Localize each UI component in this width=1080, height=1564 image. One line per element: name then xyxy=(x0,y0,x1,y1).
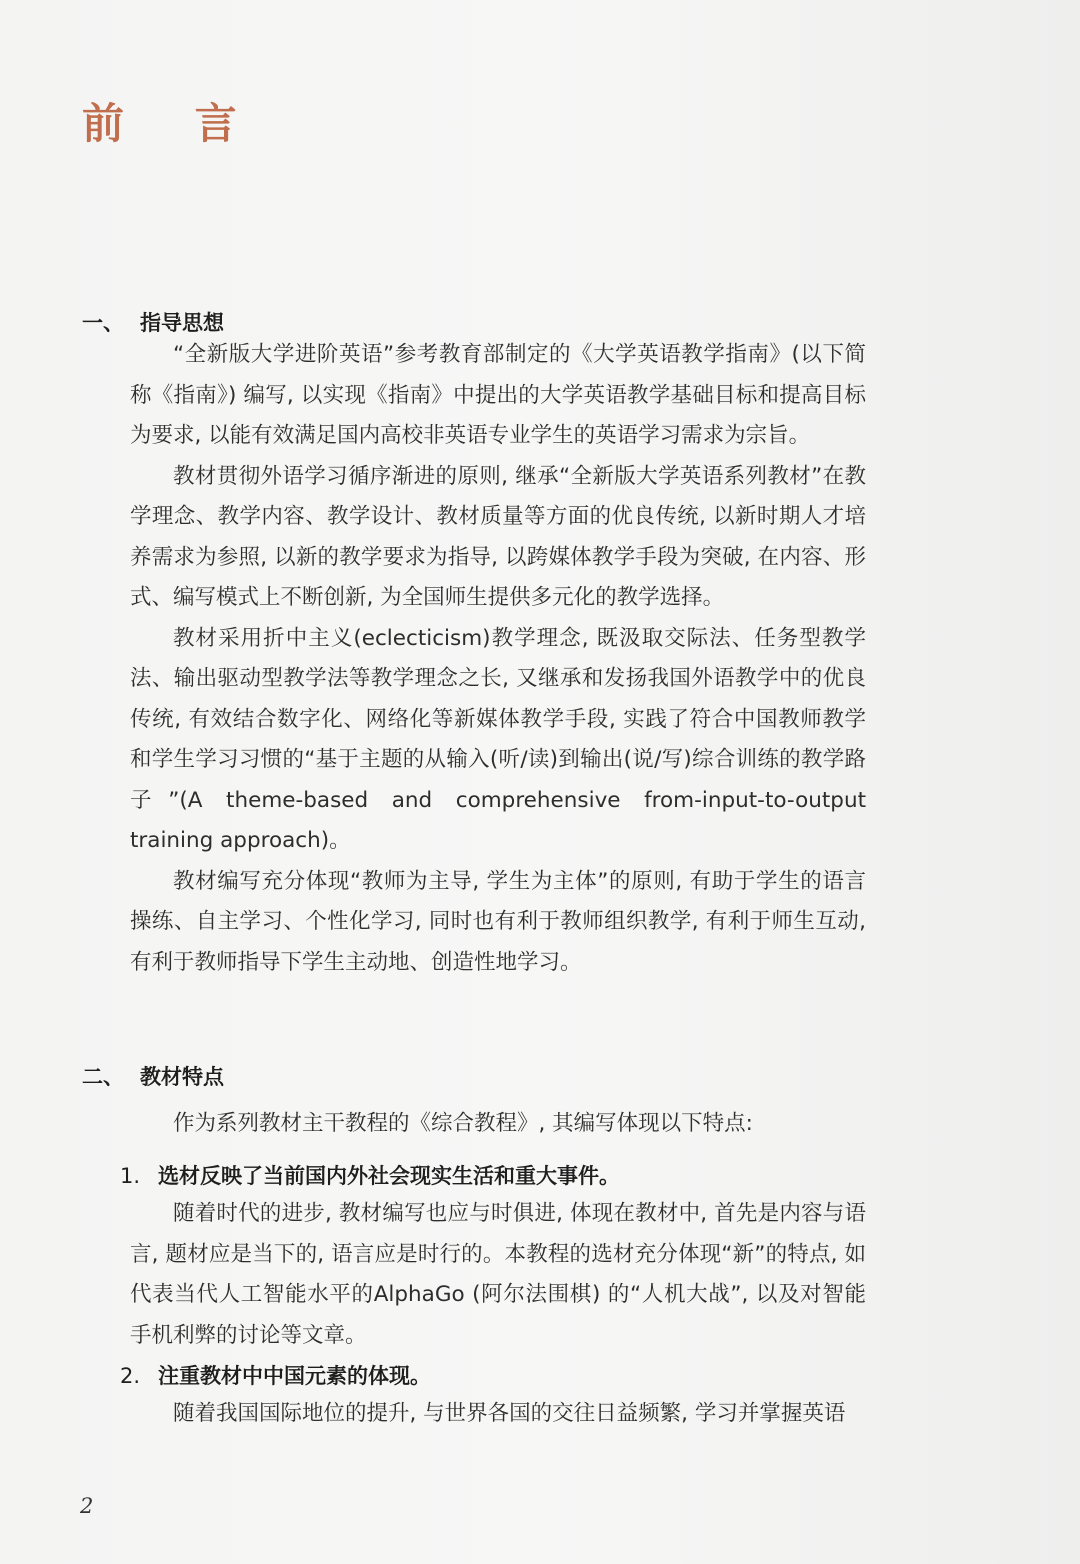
section-number: 二、 xyxy=(82,1065,124,1089)
paragraph: 教材采用折中主义(eclecticism)教学理念, 既汲取交际法、任务型教学法、输出驱动型教学法等教学理念之长, 又继承和发扬我国外语教学中的优良传统, 有效结合数字化、网络化等新媒体教学手段, 实践了符合中国教师教学和学生学习习惯的“基于主题的从输入(听/读)到输出(说/写)综合训练的教学路子”(A theme-based and comprehensive from-input-to-output training approach)。 xyxy=(130,625,866,853)
feature-heading-2 xyxy=(120,1360,431,1392)
page-number: 2 xyxy=(80,1494,94,1518)
page-title: 前 言 xyxy=(82,99,265,148)
feature-1-body xyxy=(130,1194,866,1356)
paragraph: 随着时代的进步, 教材编写也应与时俱进, 体现在教材中, 首先是内容与语言, 题材应是当下的, 语言应是时行的。本教程的选材充分体现“新”的特点, 如代表当代人工智能水平的AlphaGo (阿尔法围棋) 的“人机大战”, 以及对智能手机利弊的讨论等文章。 xyxy=(130,1201,866,1348)
section-heading-textbook-features xyxy=(82,1062,224,1092)
feature-2-body xyxy=(130,1394,866,1435)
feature-heading-1 xyxy=(120,1160,620,1192)
paragraph: “全新版大学进阶英语”参考教育部制定的《大学英语教学指南》(以下简称《指南》) 编写, 以实现《指南》中提出的大学英语教学基础目标和提高目标为要求, 以能有效满足国内高校非英语专业学生的英语学习需求为宗旨。 xyxy=(130,342,866,448)
paragraph: 教材贯彻外语学习循序渐进的原则, 继承“全新版大学英语系列教材”在教学理念、教学内容、教学设计、教材质量等方面的优良传统, 以新时期人才培养需求为参照, 以新的教学要求为指导, 以跨媒体教学手段为突破, 在内容、形式、编写模式上不断创新, 为全国师生提供多元化的教学选择。 xyxy=(130,463,866,610)
paragraph: 随着我国国际地位的提升, 与世界各国的交往日益频繁, 学习并掌握英语 xyxy=(173,1401,846,1426)
paragraph: 作为系列教材主干教程的《综合教程》, 其编写体现以下特点: xyxy=(173,1111,753,1136)
feature-number: 1. xyxy=(120,1164,141,1188)
feature-title: 注重教材中中国元素的体现。 xyxy=(158,1364,431,1388)
feature-title: 选材反映了当前国内外社会现实生活和重大事件。 xyxy=(158,1164,620,1188)
section2-intro xyxy=(130,1104,866,1145)
paragraph: 教材编写充分体现“教师为主导, 学生为主体”的原则, 有助于学生的语言操练、自主学习、个性化学习, 同时也有利于教师组织教学, 有利于师生互动, 有利于教师指导下学生主动地、创造性地学习。 xyxy=(130,868,866,975)
feature-number: 2. xyxy=(120,1364,141,1388)
section-title: 指导思想 xyxy=(140,311,224,335)
section-heading-guiding-ideology xyxy=(82,308,224,338)
section1-body xyxy=(130,335,866,983)
section-number: 一、 xyxy=(82,311,124,335)
section-title: 教材特点 xyxy=(140,1065,224,1089)
